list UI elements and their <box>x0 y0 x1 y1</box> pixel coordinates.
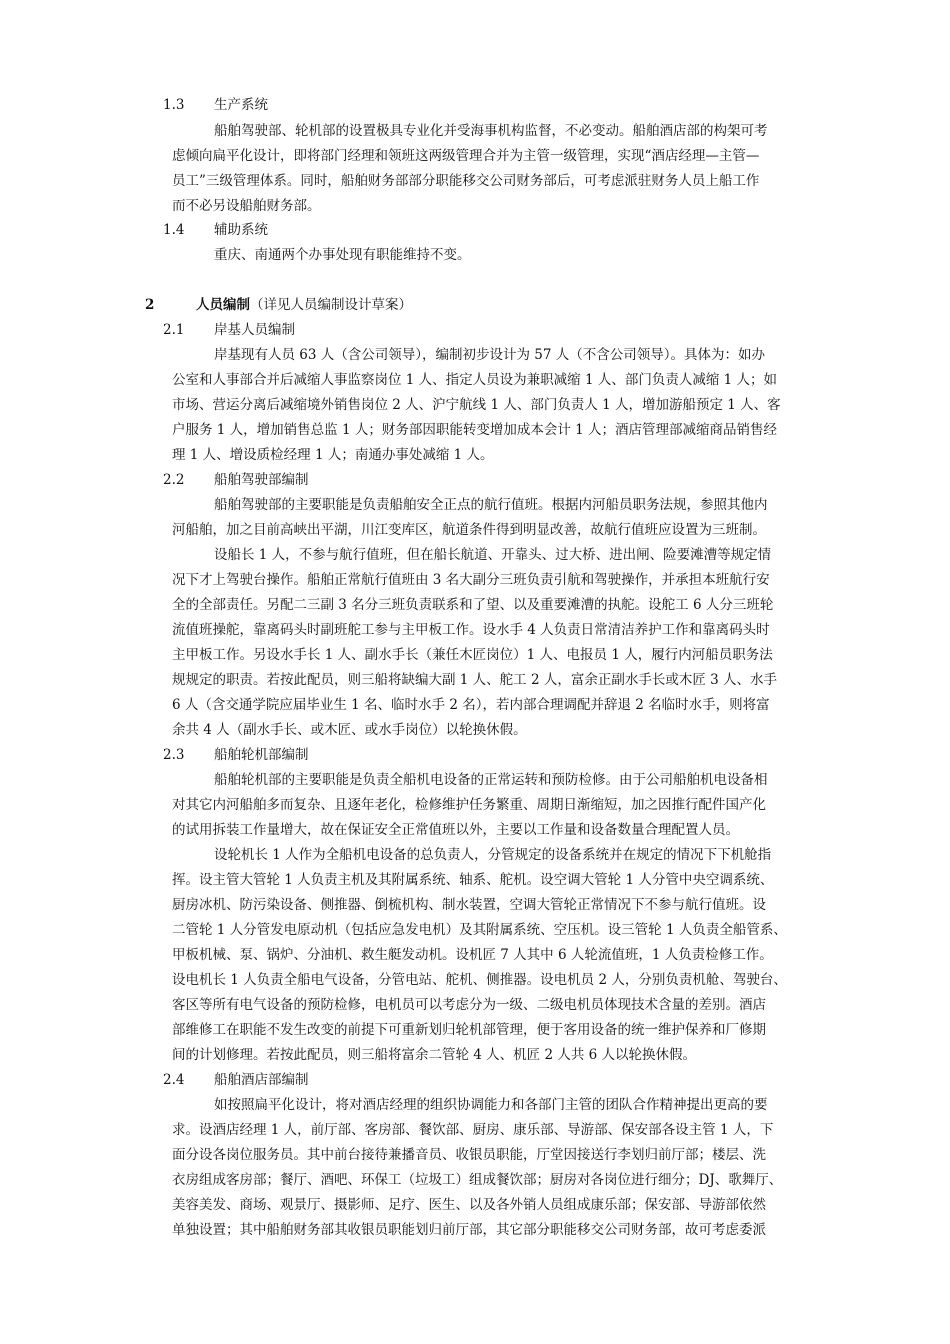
chapter-title: 人员编制 <box>196 297 250 313</box>
paragraph-line: 设船长 1 人，不参与航行值班，但在船长航道、开靠头、过大桥、进出闸、险要滩漕等规定情 <box>214 547 772 563</box>
section-title: 船舶驾驶部编制 <box>214 472 309 488</box>
paragraph-line: 厨房冰机、防污染设备、侧推器、倒梳机构、制水装置，空调大管轮正常情况下不参与航行值班。设 <box>172 897 766 913</box>
paragraph-line: 面分设各岗位服务员。其中前台接待兼播音员、收银员职能，厅堂因接送行李划归前厅部；楼层、洗 <box>172 1147 766 1163</box>
paragraph-line: 的试用拆装工作量增大，故在保证安全正常值班以外，主要以工作量和设备数量合理配置人员。 <box>172 822 739 838</box>
paragraph-line: 户服务 1 人，增加销售总监 1 人；财务部因职能转变增加成本会计 1 人；酒店管理部减缩商品销售经 <box>172 422 778 438</box>
section-title: 岸基人员编制 <box>214 322 295 338</box>
section-title: 船舶轮机部编制 <box>214 747 309 763</box>
paragraph-line: 船舶轮机部的主要职能是负责全船机电设备的正常运转和预防检修。由于公司船舶机电设备相 <box>214 772 768 788</box>
paragraph-line: 6 人（含交通学院应届毕业生 1 名、临时水手 2 名），若内部合理调配并辞退 2 名临时水手，则将富 <box>172 697 770 713</box>
paragraph-line: 船舶驾驶部、轮机部的设置极具专业化并受海事机构监督，不必变动。船舶酒店部的构架可考 <box>214 123 768 139</box>
section-number: 2.1 <box>163 322 185 338</box>
paragraph-line: 规规定的职责。若按此配员，则三船将缺编大副 1 人、舵工 2 人，富余正副水手长或木匠 3 人、水手 <box>172 672 778 688</box>
paragraph-line: 况下才上驾驶台操作。船舶正常航行值班由 3 名大副分三班负责引航和驾驶操作，并承担本班航行安 <box>172 572 770 588</box>
paragraph-line: 二管轮 1 人分管发电原动机（包括应急发电机）及其附属系统、空压机。设三管轮 1 人负责全船管系、 <box>172 922 787 938</box>
paragraph-line: 衣房组成客房部；餐厅、酒吧、环保工（垃圾工）组成餐饮部；厨房对各岗位进行细分；DJ、歌舞厅、 <box>172 1172 783 1188</box>
paragraph-line: 河船舶，加之目前高峡出平湖，川江变库区，航道条件得到明显改善，故航行值班应设置为三班制。 <box>172 522 766 538</box>
section-number: 2.4 <box>163 1072 185 1088</box>
section-title: 生产系统 <box>214 97 268 113</box>
chapter-number: 2 <box>145 297 155 313</box>
paragraph-line: 求。设酒店经理 1 人，前厅部、客房部、餐饮部、厨房、康乐部、导游部、保安部各设主管 1 人，下 <box>172 1122 774 1138</box>
paragraph-line: 间的计划修理。若按此配员，则三船将富余二管轮 4 人、机匠 2 人共 6 人以轮换休假。 <box>172 1047 697 1063</box>
paragraph-line: 部维修工在职能不发生改变的前提下可重新划归轮机部管理，便于客用设备的统一维护保养和厂修期 <box>172 1022 766 1038</box>
paragraph-line: 公室和人事部合并后减缩人事监察岗位 1 人、指定人员设为兼职减缩 1 人、部门负责人减缩 1 人；如 <box>172 372 778 388</box>
section-number: 2.3 <box>163 747 185 763</box>
section-number: 1.3 <box>163 97 185 113</box>
chapter-title-note: （详见人员编制设计草案） <box>250 297 412 313</box>
paragraph-line: 岸基现有人员 63 人（含公司领导），编制初步设计为 57 人（不含公司领导）。具体为：如办 <box>214 347 766 363</box>
paragraph-line: 设轮机长 1 人作为全船机电设备的总负责人，分管规定的设备系统并在规定的情况下下机舱指 <box>214 847 772 863</box>
paragraph-line: 全的全部责任。另配二三副 3 名分三班负责联系和了望、以及重要滩漕的执舵。设舵工 6 人分三班轮 <box>172 597 774 613</box>
section-number: 2.2 <box>163 472 185 488</box>
paragraph-line: 而不必另设船舶财务部。 <box>172 198 321 214</box>
section-number: 1.4 <box>163 222 185 238</box>
paragraph-line: 余共 4 人（副水手长、或木匠、或水手岗位）以轮换休假。 <box>172 722 527 738</box>
section-title: 船舶酒店部编制 <box>214 1072 309 1088</box>
paragraph-line: 单独设置；其中船舶财务部其收银员职能划归前厅部，其它部分职能移交公司财务部，故可考虑委派 <box>172 1222 766 1238</box>
paragraph-line: 甲板机械、泵、锅炉、分油机、救生艇发动机。设机匠 7 人其中 6 人轮流值班，1 人负责检修工作。 <box>172 947 773 963</box>
paragraph-line: 设电机长 1 人负责全船电气设备，分管电站、舵机、侧推器。设电机员 2 人，分别负责机舱、驾驶台、 <box>172 972 787 988</box>
paragraph-line: 客区等所有电气设备的预防检修，电机员可以考虑分为一级、二级电机员体现技术含量的差别。酒店 <box>172 997 766 1013</box>
section-title: 辅助系统 <box>214 222 268 238</box>
paragraph-line: 流值班操舵，靠离码头时副班舵工参与主甲板工作。设水手 4 人负责日常清洁养护工作和靠离码头时 <box>172 622 770 638</box>
paragraph-line: 美容美发、商场、观景厅、摄影师、足疗、医生、以及各外销人员组成康乐部；保安部、导游部依然 <box>172 1197 766 1213</box>
paragraph-line: 对其它内河船舶多而复杂、且逐年老化，检修维护任务繁重、周期日渐缩短，加之因推行配件国产化 <box>172 797 766 813</box>
paragraph-line: 员工”三级管理体系。同时，船舶财务部部分职能移交公司财务部后，可考虑派驻财务人员上船工作 <box>172 173 760 189</box>
paragraph-line: 如按照扁平化设计，将对酒店经理的组织协调能力和各部门主管的团队合作精神提出更高的要 <box>214 1097 768 1113</box>
paragraph-line: 市场、营运分离后减缩境外销售岗位 2 人、沪宁航线 1 人、部门负责人 1 人，增加游船预定 1 人、客 <box>172 397 781 413</box>
paragraph-line: 重庆、南通两个办事处现有职能维持不变。 <box>214 247 471 263</box>
paragraph-line: 船舶驾驶部的主要职能是负责船舶安全正点的航行值班。根据内河船员职务法规，参照其他内 <box>214 497 768 513</box>
chapter-heading <box>196 296 412 314</box>
paragraph-line: 挥。设主管大管轮 1 人负责主机及其附属系统、轴系、舵机。设空调大管轮 1 人分管中央空调系统、 <box>172 872 774 888</box>
paragraph-line: 理 1 人、增设质检经理 1 人；南通办事处减缩 1 人。 <box>172 447 494 463</box>
paragraph-line: 虑倾向扁平化设计，即将部门经理和领班这两级管理合并为主管一级管理，实现“酒店经理—主管— <box>172 148 760 164</box>
paragraph-line: 主甲板工作。另设水手长 1 人、副水手长（兼任木匠岗位）1 人、电报员 1 人，履行内河船员职务法 <box>172 647 773 663</box>
